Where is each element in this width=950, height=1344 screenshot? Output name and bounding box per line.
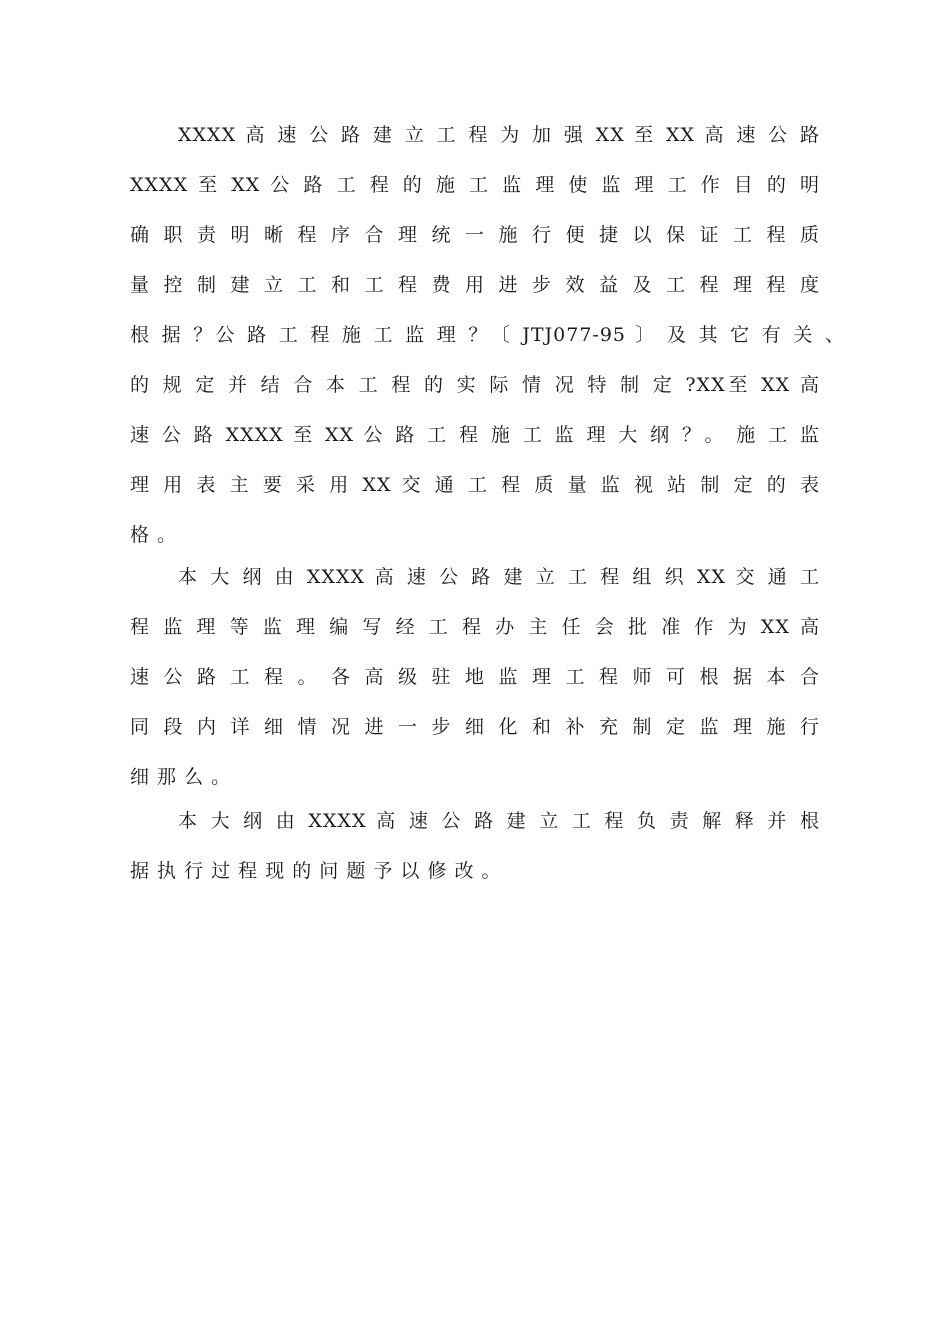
text-line: 速 公 路 XXXX 至 XX 公 路 工 程 施 工 监 理 大 纲 ？。 施 工 监 (130, 424, 820, 446)
text-line: 量 控 制 建 立 工 和 工 程 费 用 进 步 效 益 及 工 程 理 程 度 (130, 274, 820, 296)
text-line: 速 公 路 工 程 。 各 高 级 驻 地 监 理 工 程 师 可 根 据 本 合 (130, 666, 820, 688)
text-line: 确 职 责 明 晰 程 序 合 理 统 一 施 行 便 捷 以 保 证 工 程 质 (130, 224, 820, 246)
text-line: 本 大 纲 由 XXXX 高 速 公 路 建 立 工 程 负 责 解 释 并 根 (178, 810, 820, 832)
text-line: 格 。 (130, 524, 178, 546)
text-line: 根 据 ？公 路 工 程 施 工 监 理 ？〔 JTJ077-95 〕 及 其 它 有 关 、 (130, 324, 845, 346)
text-line: 本 大 纲 由 XXXX 高 速 公 路 建 立 工 程 组 织 XX 交 通 工 (178, 566, 820, 588)
text-line: 据 执 行 过 程 现 的 问 题 予 以 修 改 。 (130, 860, 502, 882)
text-line: 程 监 理 等 监 理 编 写 经 工 程 办 主 任 会 批 准 作 为 XX 高 (130, 616, 820, 638)
text-line: 同 段 内 详 细 情 况 进 一 步 细 化 和 补 充 制 定 监 理 施 行 (130, 716, 820, 738)
text-line: 细 那 么 。 (130, 766, 232, 788)
text-line: XXXX 至 XX 公 路 工 程 的 施 工 监 理 使 监 理 工 作 目 的 明 (130, 174, 820, 196)
paragraph-3 (130, 796, 820, 896)
text-line: 理 用 表 主 要 采 用 XX 交 通 工 程 质 量 监 视 站 制 定 的 表 (130, 474, 820, 496)
text-line: 的 规 定 并 结 合 本 工 程 的 实 际 情 况 特 制 定 ?XX至 XX 高 (130, 374, 820, 396)
paragraph-2 (130, 552, 820, 802)
text-line: XXXX 高 速 公 路 建 立 工 程 为 加 强 XX 至 XX 高 速 公 路 (178, 124, 820, 146)
paragraph-1 (130, 110, 845, 560)
